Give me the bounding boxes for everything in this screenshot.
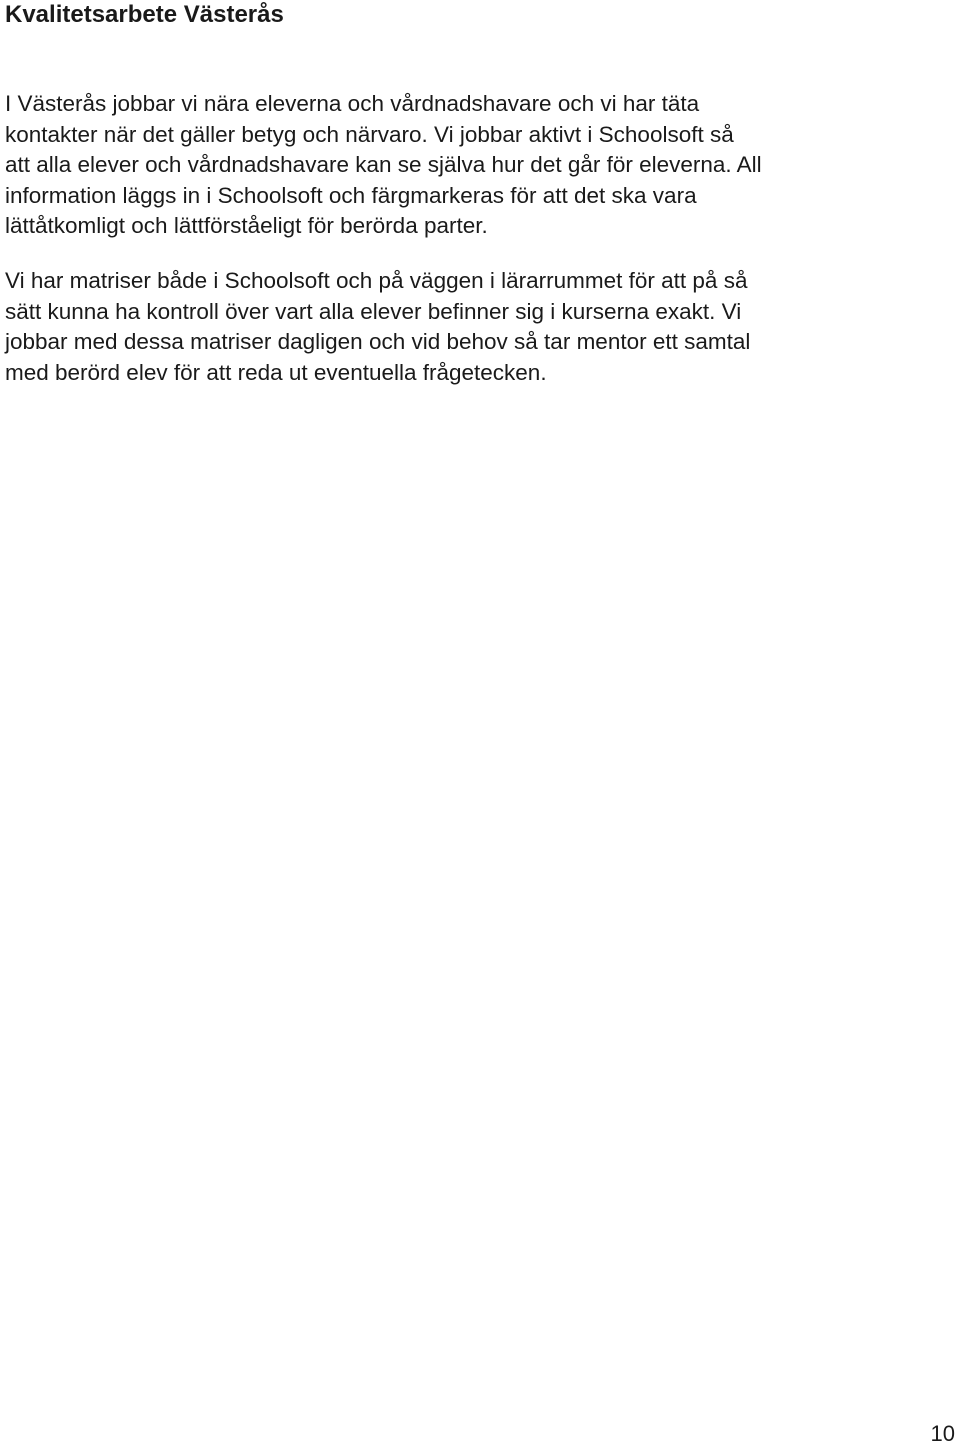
paragraph-line: sätt kunna ha kontroll över vart alla elever befinner sig i kurserna exakt. Vi bbox=[5, 298, 742, 324]
paragraph-2 bbox=[5, 266, 960, 388]
paragraph-line: Vi har matriser både i Schoolsoft och på väggen i lärarrummet för att på så bbox=[5, 268, 748, 293]
paragraph-1 bbox=[5, 89, 960, 242]
paragraph-line: information läggs in i Schoolsoft och färgmarkeras för att det ska vara bbox=[5, 182, 697, 208]
paragraph-line: jobbar med dessa matriser dagligen och vid behov så tar mentor ett samtal bbox=[5, 329, 751, 354]
paragraph-line: att alla elever och vårdnadshavare kan se själva hur det går för eleverna. All bbox=[5, 152, 762, 177]
paragraph-line: med berörd elev för att reda ut eventuella frågetecken. bbox=[5, 359, 547, 385]
paragraph-line: I Västerås jobbar vi nära eleverna och vårdnadshavare och vi har täta bbox=[5, 91, 700, 116]
paragraph-line: kontakter när det gäller betyg och närvaro. Vi jobbar aktivt i Schoolsoft så bbox=[5, 121, 734, 147]
page-title: Kvalitetsarbete Västerås bbox=[5, 1, 284, 28]
page-number: 10 bbox=[930, 1421, 955, 1446]
paragraph-line: lättåtkomligt och lättförståeligt för berörda parter. bbox=[5, 213, 488, 238]
